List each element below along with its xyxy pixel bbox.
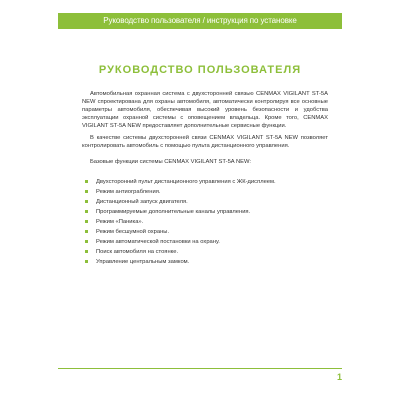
list-item (82, 238, 328, 246)
list-item-text: Режим антиограбления. (96, 189, 161, 195)
list-item (82, 188, 328, 196)
bullet-icon (85, 200, 88, 203)
bullet-icon (85, 190, 88, 193)
list-item (82, 178, 328, 186)
running-header-text: Руководство пользователя / инструкция по установке (103, 15, 297, 25)
bullet-icon (85, 220, 88, 223)
body-content (82, 90, 328, 268)
features-intro: Базовые функции системы CENMAX VIGILANT ST-5A NEW: (90, 159, 251, 165)
list-item-text: Двухсторонний пульт дистанционного управления с ЖК-дисплеем. (96, 179, 276, 185)
list-item-text: Режим «Паника». (96, 219, 144, 225)
list-item-text: Режим бесшумной охраны. (96, 229, 170, 235)
bullet-icon (85, 260, 88, 263)
page-number: 1 (336, 372, 342, 382)
list-item-text: Программируемые дополнительные каналы управления. (96, 209, 251, 215)
list-item-text: Поиск автомобиля на стоянке. (96, 249, 179, 255)
list-item-text: Управление центральным замком. (96, 259, 190, 265)
second-paragraph: В качестве системы двухсторонней связи CENMAX VIGILANT ST-5A NEW позволяет контролировать автомобиль с помощью пульта дистанционного управления. (82, 135, 328, 149)
list-item (82, 198, 328, 206)
bullet-icon (85, 210, 88, 213)
footer-divider (58, 368, 342, 369)
list-item (82, 258, 328, 266)
page-title: РУКОВОДСТВО ПОЛЬЗОВАТЕЛЯ (98, 64, 302, 76)
list-item (82, 208, 328, 216)
header-divider (58, 28, 342, 29)
list-item-text: Дистанционный запуск двигателя. (96, 199, 188, 205)
intro-paragraph: Автомобильная охранная система с двухсторонней связью CENMAX VIGILANT ST-5A NEW спроектирована для охраны автомобиля, автоматически контролируя все основные параметры автомобиля, обеспечивая высокий уровень безопасности и удобства эксплуатации охранной системы с оповещением владельца. Кроме того, CENMAX VIGILANT ST-5A NEW предоставляет дополнительные сервисные функции. (82, 91, 328, 129)
list-item-text: Режим автоматической постановки на охрану. (96, 239, 220, 245)
bullet-icon (85, 180, 88, 183)
bullet-icon (85, 240, 88, 243)
bullet-icon (85, 250, 88, 253)
list-item (82, 218, 328, 226)
list-item (82, 248, 328, 256)
list-item (82, 228, 328, 236)
features-list (82, 178, 328, 266)
bullet-icon (85, 230, 88, 233)
running-header (58, 13, 342, 28)
